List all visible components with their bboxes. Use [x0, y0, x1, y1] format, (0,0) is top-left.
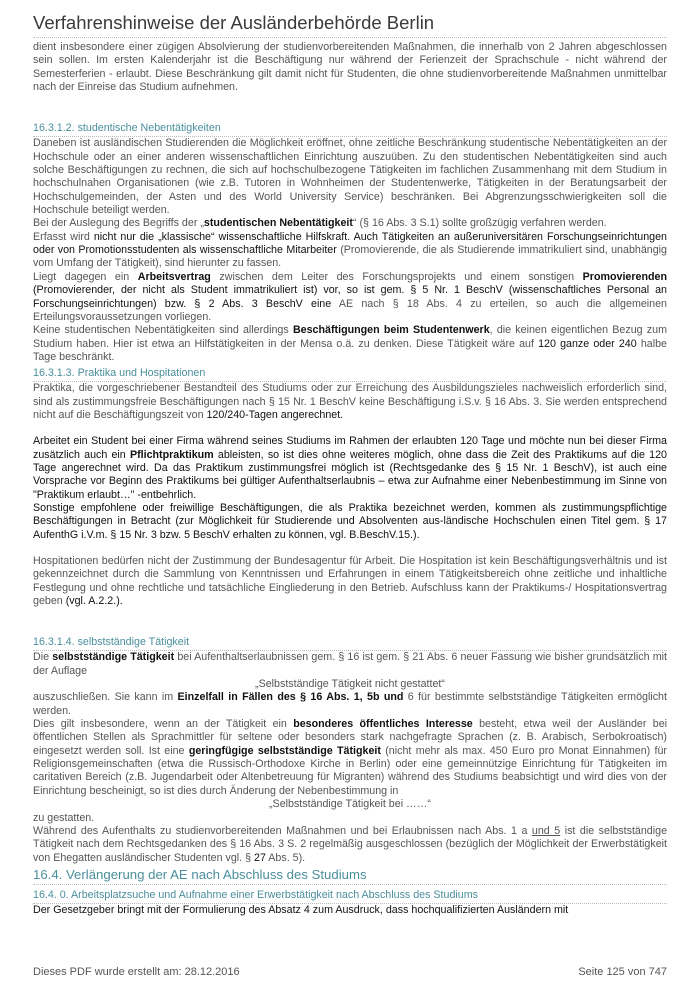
paragraph: Die selbstständige Tätigkeit bei Aufenthaltserlaubnissen gem. § 16 ist gem. § 21 Abs. 6 neuer Fassung wie bisher grundsätzlich mit der Auflage — [33, 651, 667, 677]
page-title: Verfahrenshinweise der Ausländerbehörde Berlin — [33, 12, 435, 33]
intro-paragraph: dient insbesondere einer zügigen Absolvierung der studienvorbereitenden Maßnahmen, die innerhalb von 2 Jahren abgeschlossen sein sollen. Im ersten Kalenderjahr ist die Beschäftigung nur während der Ferienzeit der Sprachschule - nicht während der Semesterferien - erlaubt. Diese Beschränkung gilt damit nicht für Studenten, die ohne studienvorbereitende Maßnahmen unmittelbar nach der Einreise das Studium aufnehmen. — [33, 41, 667, 94]
paragraph: auszuschließen. Sie kann im Einzelfall in Fällen des § 16 Abs. 1, 5b und 6 für bestimmte selbstständige Tätigkeiten ermöglicht werden. — [33, 691, 667, 717]
section-heading-selbststaendige: 16.3.1.4. selbstständige Tätigkeit — [33, 636, 667, 651]
quoted-condition: „Selbstständige Tätigkeit nicht gestattet“ — [255, 678, 445, 691]
paragraph: Keine studentischen Nebentätigkeiten sind allerdings Beschäftigungen beim Studentenwerk, die keinen eigentlichen Bezug zum Studium haben. Hier ist etwa an Hilfstätigkeiten in der Mensa o.ä. zu denken. Diese Tätigkeit wäre auf 120 ganze oder 240 halbe Tage beschränkt. — [33, 324, 667, 363]
section-heading-praktika: 16.3.1.3. Praktika und Hospitationen — [33, 367, 667, 382]
subsection-heading-arbeitsplatzsuche: 16.4. 0. Arbeitsplatzsuche und Aufnahme einer Erwerbstätigkeit nach Abschluss des Studiums — [33, 889, 667, 904]
paragraph: Erfasst wird nicht nur die „klassische“ wissenschaftliche Hilfskraft. Auch Tätigkeiten an außeruniversitären Forschungseinrichtungen oder von Promotionsstudenten als wissenschaftliche Mitarbeiter (Promovierende, die als Studierende immatrikuliert sind, unabhängig vom Umfang der Tätigkeit), sind hierunter zu fassen. — [33, 230, 668, 270]
paragraph: Praktika, die vorgeschriebener Bestandteil des Studiums oder zur Erreichung des Ausbildungszieles nachweislich erforderlich sind, sind als zustimmungsfreie Beschäftigungen nach § 15 Nr. 1 BeschV keine Beschäftigung i.S.v. § 16 Abs. 3. Sie werden entsprechend nicht auf die Beschäftigungszeit von 120/240-Tagen angerechnet. — [33, 382, 667, 421]
paragraph: Sonstige empfohlene oder freiwillige Beschäftigungen, die als Praktika bezeichnet werden, kommen als zustimmungspflichtige Beschäftigungen in Betracht (zur Möglichkeit für Studierende und Absolventen aus-ländische Hochschulen einen Titel gem. § 17 AufenthG i.V.m. § 15 Nr. 3 bzw. 5 BeschV erhalten zu können, vgl. B.BeschV.15.). — [33, 501, 667, 541]
paragraph: zu gestatten. — [33, 811, 95, 824]
title-divider — [33, 37, 667, 38]
paragraph: Dies gilt insbesondere, wenn an der Tätigkeit ein besonderes öffentliches Interesse besteht, etwa weil der Ausländer bei öffentlichen Stellen als Sprachmittler für seltene oder besonders stark nachgefragte Sprachen (z. B. Arabisch, Serbokroatisch) eingesetzt werden soll. Ist eine geringfügige selbstständige Tätigkeit (nicht mehr als max. 450 Euro pro Monat Einnahmen) für Religionsgemeinschaften (etwa die Russisch-Orthodoxe Kirche in Berlin) oder eine gemeinnützige Einrichtung für Tätigkeiten im caritativen Bereich (z.B. Jugendarbeit oder Altenbetreuung für Migranten) während des Studiums beabsichtigt und wird dies von der Einrichtung bescheinigt, so ist dies durch Änderung der Nebenbestimmung in — [33, 718, 668, 797]
footer-page-number: Seite 125 von 747 — [578, 966, 667, 978]
section-heading-verlaengerung: 16.4. Verlängerung der AE nach Abschluss des Studiums — [33, 867, 667, 885]
quoted-condition: „Selbstständige Tätigkeit bei ……“ — [269, 798, 431, 811]
paragraph: Hospitationen bedürfen nicht der Zustimmung der Bundesagentur für Arbeit. Die Hospitation ist kein Beschäftigungsverhältnis und ist gekennzeichnet durch die Sammlung von Kenntnissen und Erfahrungen in einem Tätigkeitsbereich ohne zeitliche und inhaltliche Festlegung und ohne rechtliche und tatsächliche Eingliederung in den Betrieb. Aufschluss kann der Praktikums-/ Hospitationsvertrag geben (vgl. A.2.2.). — [33, 555, 667, 608]
paragraph: Arbeitet ein Student bei einer Firma während seines Studiums im Rahmen der erlaubten 120 Tage und möchte nun bei dieser Firma zusätzlich auch ein Pflichtpraktikum ableisten, so ist dies ohne weiteres möglich, ohne dass die Zeit des Praktikums auf die 120 Tage angerechnet wird. Da das Praktikum zustimmungsfrei möglich ist (Rechtsgedanke des § 15 Nr. 1 BeschV), ist auch eine Vorsprache vor Beginn des Praktikums bei gültiger Aufenthaltserlaubnis – etwa zur Aufnahme einer Nebenbestimmung im Sinne von "Praktikum erlaubt…" -entbehrlich. — [33, 435, 667, 501]
paragraph: Während des Aufenthalts zu studienvorbereitenden Maßnahmen und bei Erlaubnissen nach Abs. 1 a und 5 ist die selbstständige Tätigkeit nach dem Rechtsgedanken des § 16 Abs. 3 S. 2 regelmäßig ausgeschlossen (bezüglich der Möglichkeit der Erwerbstätigkeit von Ehegatten ausländischer Studenten vgl. § 27 Abs. 5). — [33, 824, 668, 864]
paragraph: Liegt dagegen ein Arbeitsvertrag zwischen dem Leiter des Forschungsprojekts und einem sonstigen Promovierenden (Promovierender, der nicht als Student immatrikuliert ist) vor, so ist gem. § 5 Nr. 1 BeschV (wissenschaftliches Personal an Forschungseinrichtungen) bzw. § 2 Abs. 3 BeschV eine AE nach § 18 Abs. 4 zu erteilen, so auch die allgemeinen Erteilungsvoraussetzungen vorliegen. — [33, 270, 667, 323]
document-body — [33, 41, 667, 917]
paragraph: Daneben ist ausländischen Studierenden die Möglichkeit eröffnet, ohne zeitliche Beschränkung studentische Nebentätigkeiten an der Hochschule oder an einer anderen wissenschaftlichen Einrichtung auszuüben. Zu den studentischen Nebentätigkeiten sind auch solche Beschäftigungen zu rechnen, die sich auf hochschulbezogene Tätigkeiten im fachlichen Zusammenhang mit dem Studium in hochschulnahen Organisationen (wie z.B. Tutoren in Wohnheimen der Studentenwerke, Tätigkeiten in der Beratungsarbeit der Hochschulgemeinden, der Asten und des World University Service) beschränken. Bei Abgrenzungsschwierigkeiten soll die Hochschule beteiligt werden. — [33, 137, 667, 217]
section-heading-nebentaetigkeiten: 16.3.1.2. studentische Nebentätigkeiten — [33, 122, 667, 137]
paragraph: Bei der Auslegung des Begriffs der „studentischen Nebentätigkeit“ (§ 16 Abs. 3 S.1) sollte großzügig verfahren werden. — [33, 217, 607, 230]
footer-created-date: Dieses PDF wurde erstellt am: 28.12.2016 — [33, 966, 240, 978]
paragraph: Der Gesetzgeber bringt mit der Formulierung des Absatz 4 zum Ausdruck, dass hochqualifizierten Ausländern mit — [33, 903, 569, 916]
